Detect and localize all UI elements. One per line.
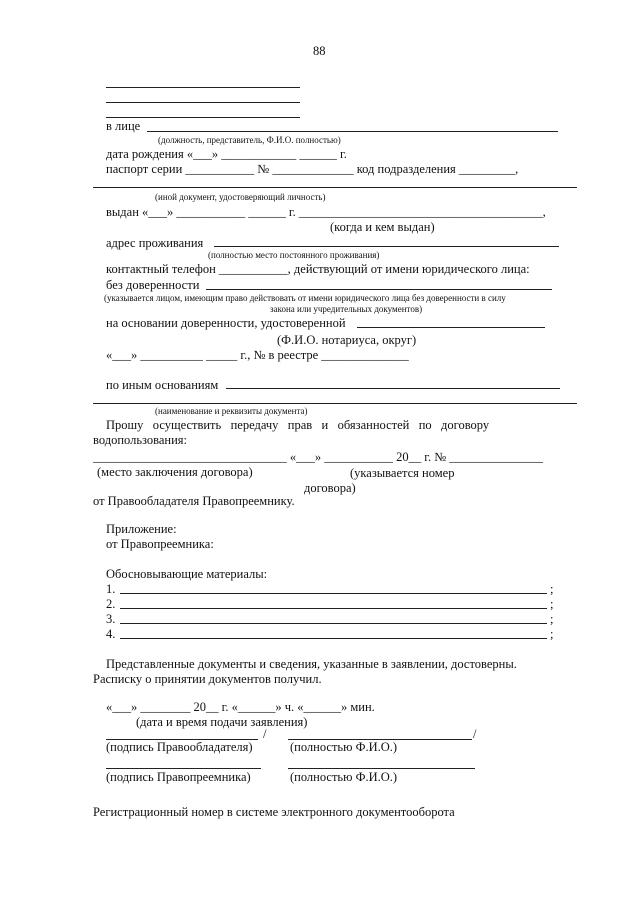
blank-line xyxy=(214,246,559,247)
signature-successor-note: (подпись Правопреемника) xyxy=(106,770,251,784)
blank-line xyxy=(147,131,558,132)
registry-line: «___» __________ _____ г., № в реестре ______________ xyxy=(106,348,409,362)
birth-date-line: дата рождения «___» ____________ ______ г. xyxy=(106,147,347,161)
note-contract-number-1: (указывается номер xyxy=(350,466,455,480)
phone-line: контактный телефон ___________, действующий от имени юридического лица: xyxy=(106,262,530,276)
signature-holder-note: (подпись Правообладателя) xyxy=(106,740,253,754)
confirm-line-2: Расписку о принятии документов получил. xyxy=(93,672,322,686)
note-no-poa-1: (указывается лицом, имеющим право действовать от имени юридического лица без доверенности в силу xyxy=(104,293,506,303)
request-line-2: водопользования: xyxy=(93,433,188,447)
signature-separator: / xyxy=(473,727,477,741)
signature-separator: / xyxy=(263,727,267,741)
note-position: (должность, представитель, Ф.И.О. полностью) xyxy=(158,135,341,145)
notary-note: (Ф.И.О. нотариуса, округ) xyxy=(277,333,417,347)
page-number: 88 xyxy=(313,44,326,58)
poa-label: на основании доверенности, удостоверенной xyxy=(106,316,346,330)
blank-line xyxy=(120,623,547,624)
attachment-label: Приложение: xyxy=(106,522,177,536)
blank-line xyxy=(120,593,547,594)
blank-line xyxy=(226,388,560,389)
blank-line xyxy=(93,403,577,404)
materials-label: Обосновывающие материалы: xyxy=(106,567,268,581)
note-contract-number-2: договора) xyxy=(304,481,356,495)
blank-line xyxy=(206,289,552,290)
blank-line xyxy=(106,117,300,118)
list-item: 2. xyxy=(106,597,116,611)
list-item: 4. xyxy=(106,627,116,641)
datetime-line: «___» ________ 20__ г. «______» ч. «______» мин. xyxy=(106,700,375,714)
list-item: 3. xyxy=(106,612,116,626)
blank-line xyxy=(106,87,300,88)
from-successor-label: от Правопреемника: xyxy=(106,537,214,551)
blank-line xyxy=(93,187,577,188)
blank-line xyxy=(120,608,547,609)
signature-line-successor xyxy=(106,768,261,769)
list-item-end: ; xyxy=(550,582,554,596)
address-label: адрес проживания xyxy=(106,236,204,250)
list-item-end: ; xyxy=(550,627,554,641)
list-item: 1. xyxy=(106,582,116,596)
list-item-end: ; xyxy=(550,612,554,626)
confirm-line-1: Представленные документы и сведения, указанные в заявлении, достоверны. xyxy=(106,657,517,671)
blank-line xyxy=(120,638,547,639)
other-grounds-label: по иным основаниям xyxy=(106,378,219,392)
note-address: (полностью место постоянного проживания) xyxy=(208,250,380,260)
blank-line xyxy=(106,102,300,103)
note-other-doc: (иной документ, удостоверяющий личность) xyxy=(155,192,326,202)
note-contract-place: (место заключения договора) xyxy=(97,465,253,479)
no-poa-label: без доверенности xyxy=(106,278,200,292)
blank-line xyxy=(357,327,545,328)
from-to-line: от Правообладателя Правопреемнику. xyxy=(93,494,295,508)
passport-line: паспорт серии ___________ № _____________ код подразделения _________, xyxy=(106,162,519,176)
request-line-1: Прошу осуществить передачу прав и обязанностей по договору xyxy=(106,418,490,432)
note-issued: (когда и кем выдан) xyxy=(330,220,435,234)
list-item-end: ; xyxy=(550,597,554,611)
name-holder-note: (полностью Ф.И.О.) xyxy=(290,740,398,754)
name-successor-note: (полностью Ф.И.О.) xyxy=(290,770,398,784)
name-line-successor xyxy=(288,768,475,769)
note-doc: (наименование и реквизиты документа) xyxy=(155,406,308,416)
registration-number-label: Регистрационный номер в системе электронного документооборота xyxy=(93,805,455,819)
in-person-label: в лице xyxy=(106,119,141,133)
note-no-poa-2: закона или учредительных документов) xyxy=(270,304,423,314)
note-datetime: (дата и время подачи заявления) xyxy=(136,715,308,729)
contract-line: _______________________________ «___» ___________ 20__ г. № _______________ xyxy=(93,450,544,464)
issued-line: выдан «___» ___________ ______ г. _______________________________________, xyxy=(106,205,546,219)
